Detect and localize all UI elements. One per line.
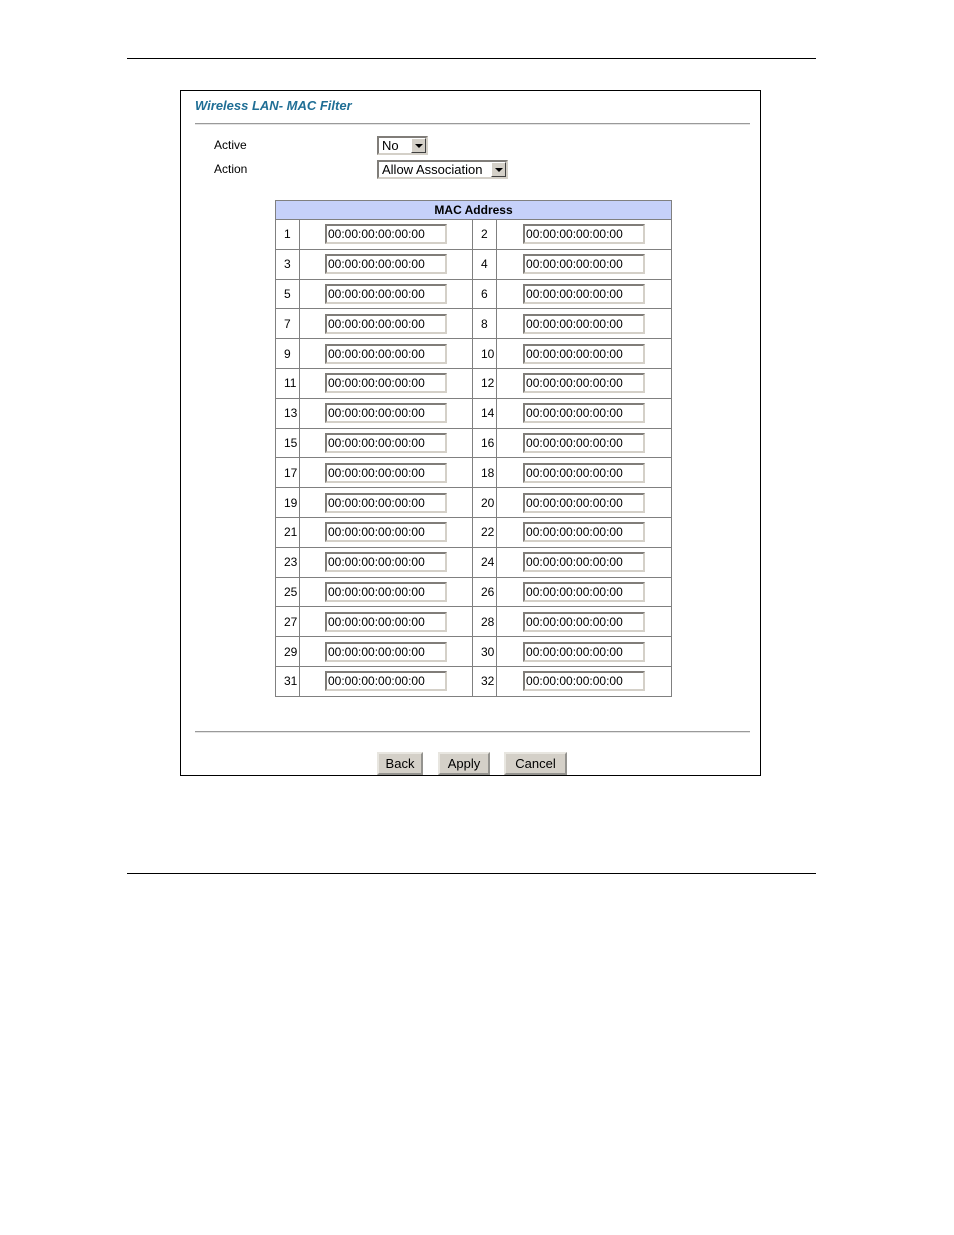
mac-address-cell — [497, 458, 672, 488]
entry-number: 20 — [473, 488, 497, 518]
mac-address-input[interactable]: 00:00:00:00:00:00 — [523, 522, 645, 542]
table-row — [276, 220, 672, 250]
entry-number: 21 — [276, 517, 300, 547]
entry-number: 15 — [276, 428, 300, 458]
mac-address-cell — [497, 249, 672, 279]
table-row — [276, 517, 672, 547]
mac-filter-panel — [180, 90, 761, 776]
entry-number: 13 — [276, 398, 300, 428]
chevron-down-icon[interactable] — [411, 138, 426, 153]
table-row — [276, 309, 672, 339]
mac-address-cell — [300, 666, 473, 696]
mac-address-input[interactable]: 00:00:00:00:00:00 — [325, 344, 447, 364]
mac-address-input[interactable]: 00:00:00:00:00:00 — [523, 373, 645, 393]
mac-address-input[interactable]: 00:00:00:00:00:00 — [325, 254, 447, 274]
mac-address-cell — [497, 368, 672, 398]
back-button[interactable]: Back — [377, 752, 423, 775]
mac-address-input[interactable]: 00:00:00:00:00:00 — [325, 642, 447, 662]
active-select[interactable] — [377, 136, 428, 155]
mac-address-input[interactable]: 00:00:00:00:00:00 — [325, 493, 447, 513]
mac-address-cell — [497, 517, 672, 547]
mac-address-cell — [300, 249, 473, 279]
table-row — [276, 428, 672, 458]
mac-address-input[interactable]: 00:00:00:00:00:00 — [523, 552, 645, 572]
mac-address-cell — [300, 279, 473, 309]
action-select[interactable] — [377, 160, 508, 179]
entry-number: 14 — [473, 398, 497, 428]
entry-number: 4 — [473, 249, 497, 279]
mac-address-input[interactable]: 00:00:00:00:00:00 — [523, 671, 645, 691]
mac-address-input[interactable]: 00:00:00:00:00:00 — [523, 493, 645, 513]
entry-number: 1 — [276, 220, 300, 250]
mac-address-cell — [497, 607, 672, 637]
entry-number: 11 — [276, 368, 300, 398]
cancel-button[interactable]: Cancel — [504, 752, 567, 775]
entry-number: 9 — [276, 339, 300, 369]
mac-address-input[interactable]: 00:00:00:00:00:00 — [325, 612, 447, 632]
mac-address-cell — [497, 339, 672, 369]
footer-divider — [195, 731, 750, 733]
mac-address-input[interactable]: 00:00:00:00:00:00 — [523, 403, 645, 423]
entry-number: 32 — [473, 666, 497, 696]
mac-address-cell — [300, 547, 473, 577]
mac-address-input[interactable]: 00:00:00:00:00:00 — [325, 314, 447, 334]
entry-number: 2 — [473, 220, 497, 250]
table-row — [276, 607, 672, 637]
mac-address-cell — [497, 488, 672, 518]
mac-address-input[interactable]: 00:00:00:00:00:00 — [325, 284, 447, 304]
table-row — [276, 488, 672, 518]
mac-address-input[interactable]: 00:00:00:00:00:00 — [325, 552, 447, 572]
mac-address-cell — [300, 577, 473, 607]
mac-address-input[interactable]: 00:00:00:00:00:00 — [523, 612, 645, 632]
mac-address-cell — [497, 637, 672, 667]
entry-number: 12 — [473, 368, 497, 398]
mac-address-cell — [300, 428, 473, 458]
mac-address-input[interactable]: 00:00:00:00:00:00 — [523, 284, 645, 304]
mac-address-input[interactable]: 00:00:00:00:00:00 — [325, 373, 447, 393]
entry-number: 22 — [473, 517, 497, 547]
entry-number: 10 — [473, 339, 497, 369]
table-row — [276, 368, 672, 398]
table-row — [276, 398, 672, 428]
active-label: Active — [214, 138, 247, 152]
entry-number: 26 — [473, 577, 497, 607]
entry-number: 8 — [473, 309, 497, 339]
table-row — [276, 339, 672, 369]
entry-number: 29 — [276, 637, 300, 667]
mac-address-input[interactable]: 00:00:00:00:00:00 — [523, 344, 645, 364]
entry-number: 27 — [276, 607, 300, 637]
mac-address-cell — [497, 666, 672, 696]
active-select-value: No — [382, 138, 399, 153]
mac-address-cell — [300, 517, 473, 547]
table-row — [276, 637, 672, 667]
mac-address-cell — [300, 220, 473, 250]
entry-number: 30 — [473, 637, 497, 667]
entry-number: 16 — [473, 428, 497, 458]
mac-address-header: MAC Address — [276, 201, 672, 220]
table-row — [276, 249, 672, 279]
mac-address-input[interactable]: 00:00:00:00:00:00 — [523, 642, 645, 662]
table-row — [276, 279, 672, 309]
mac-address-cell — [497, 428, 672, 458]
mac-address-cell — [300, 458, 473, 488]
entry-number: 3 — [276, 249, 300, 279]
mac-address-table — [275, 200, 672, 697]
mac-address-input[interactable]: 00:00:00:00:00:00 — [325, 522, 447, 542]
mac-address-cell — [300, 398, 473, 428]
apply-button[interactable]: Apply — [438, 752, 490, 775]
entry-number: 17 — [276, 458, 300, 488]
mac-address-input[interactable]: 00:00:00:00:00:00 — [325, 582, 447, 602]
mac-address-input[interactable]: 00:00:00:00:00:00 — [523, 582, 645, 602]
mac-address-input[interactable]: 00:00:00:00:00:00 — [325, 671, 447, 691]
action-label: Action — [214, 162, 248, 176]
entry-number: 6 — [473, 279, 497, 309]
mac-address-input[interactable]: 00:00:00:00:00:00 — [523, 463, 645, 483]
mac-address-input[interactable]: 00:00:00:00:00:00 — [325, 463, 447, 483]
chevron-down-icon[interactable] — [491, 162, 506, 177]
page-bottom-rule — [127, 873, 816, 874]
mac-address-cell — [497, 309, 672, 339]
mac-address-cell — [497, 547, 672, 577]
mac-address-cell — [497, 279, 672, 309]
mac-address-input[interactable]: 00:00:00:00:00:00 — [523, 433, 645, 453]
mac-address-cell — [300, 637, 473, 667]
mac-address-input[interactable]: 00:00:00:00:00:00 — [523, 314, 645, 334]
mac-address-input[interactable]: 00:00:00:00:00:00 — [325, 433, 447, 453]
mac-address-cell — [300, 309, 473, 339]
mac-address-cell — [497, 398, 672, 428]
page-top-rule — [127, 58, 816, 59]
table-row — [276, 577, 672, 607]
entry-number: 19 — [276, 488, 300, 518]
mac-address-cell — [300, 339, 473, 369]
mac-address-input[interactable]: 00:00:00:00:00:00 — [325, 224, 447, 244]
mac-address-input[interactable]: 00:00:00:00:00:00 — [523, 254, 645, 274]
mac-address-cell — [300, 488, 473, 518]
entry-number: 25 — [276, 577, 300, 607]
panel-title: Wireless LAN- MAC Filter — [195, 98, 352, 113]
entry-number: 23 — [276, 547, 300, 577]
entry-number: 18 — [473, 458, 497, 488]
entry-number: 5 — [276, 279, 300, 309]
mac-address-input[interactable]: 00:00:00:00:00:00 — [325, 403, 447, 423]
title-divider — [195, 123, 750, 125]
entry-number: 7 — [276, 309, 300, 339]
entry-number: 28 — [473, 607, 497, 637]
table-row — [276, 547, 672, 577]
mac-address-cell — [497, 220, 672, 250]
mac-address-cell — [497, 577, 672, 607]
entry-number: 31 — [276, 666, 300, 696]
mac-address-cell — [300, 607, 473, 637]
mac-address-cell — [300, 368, 473, 398]
action-select-value: Allow Association — [382, 162, 483, 177]
table-row — [276, 666, 672, 696]
mac-address-input[interactable]: 00:00:00:00:00:00 — [523, 224, 645, 244]
entry-number: 24 — [473, 547, 497, 577]
table-row — [276, 458, 672, 488]
